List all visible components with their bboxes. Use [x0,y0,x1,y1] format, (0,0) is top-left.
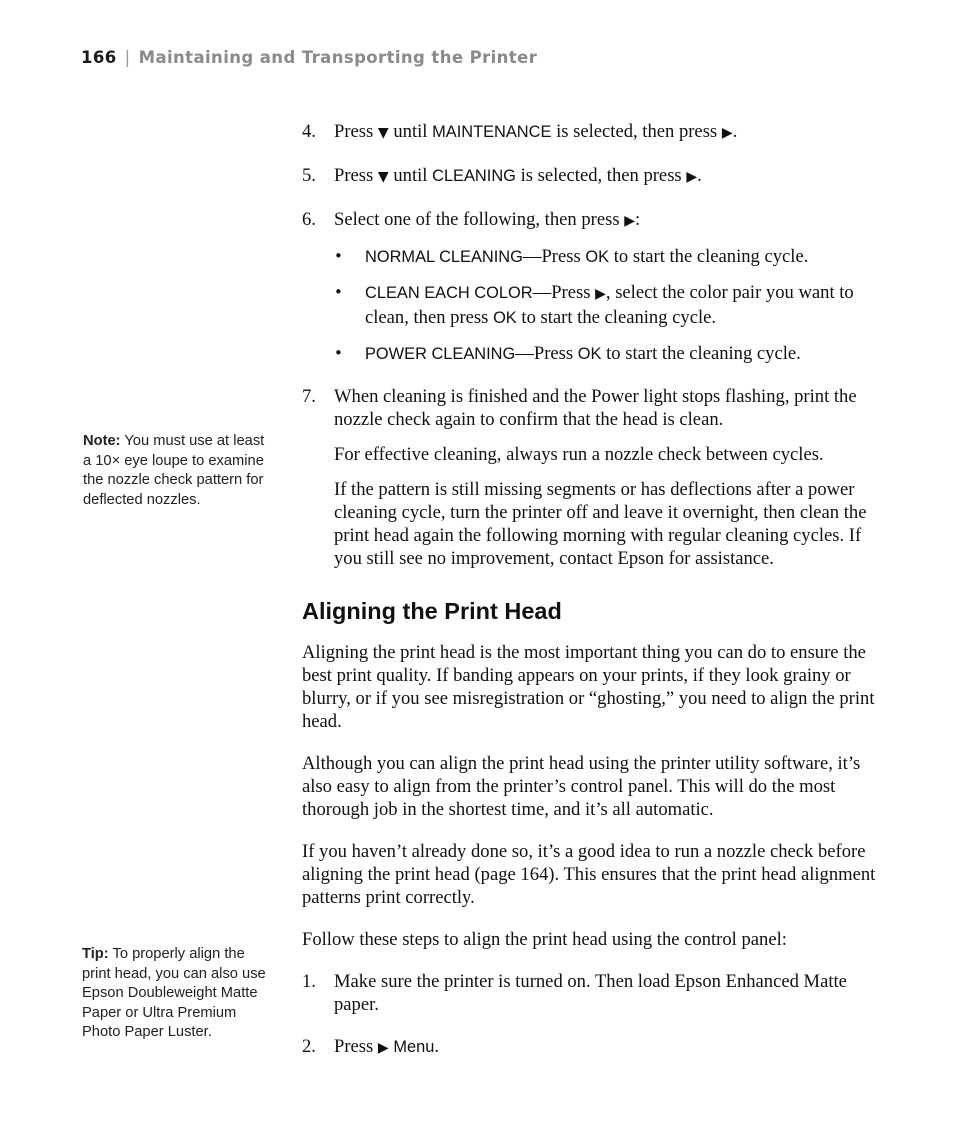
list-item-normal-cleaning [334,245,877,269]
align-step-1 [302,970,877,1016]
sidebar-tip [82,945,272,1043]
menu-key: Menu [393,1038,435,1056]
step-text: Press [334,121,374,142]
punctuation: : [635,209,641,230]
ok-key: OK [493,309,517,327]
ok-key: OK [577,345,602,363]
ok-key: OK [585,248,610,266]
step-text: is selected, then press [556,121,718,142]
step-text: Make sure the printer is turned on. Then load Epson Enhanced Matte paper. [334,971,847,1015]
option-text: , select the color pair you want to clean, then press [365,282,854,328]
running-header [81,48,537,67]
option-text: —Press [515,343,574,364]
right-arrow-icon: ▶ [721,125,733,141]
option-name: POWER CLEANING [365,345,516,363]
step-text: is selected, then press [520,165,682,186]
tip-label: Tip: [82,946,109,962]
down-arrow-icon: ▼ [377,125,389,141]
bullet-icon: • [334,344,343,362]
step-number: 2. [302,1036,316,1057]
header-separator: | [124,48,131,67]
step-text: until [393,165,428,186]
option-text: —Press [532,282,591,303]
step-7 [302,385,877,431]
option-name: CLEAN EACH COLOR [365,284,533,302]
step-text: until [393,121,428,142]
punctuation: . [434,1036,440,1057]
menu-item-cleaning: CLEANING [432,167,516,185]
body-paragraph: Aligning the print head is the most important thing you can do to ensure the best print quality. If banding appears on your prints, if they look grainy or blurry, or if you see misregistration or “ghosting,” you need to align the print head. [302,642,875,732]
body-paragraph: If you haven’t already done so, it’s a good idea to run a nozzle check before aligning the print head (page 164). This ensures that the print head alignment patterns print correctly. [302,841,876,908]
body-paragraph: Although you can align the print head using the printer utility software, it’s also easy to align from the printer’s control panel. This will do the most thorough job in the shortest time, and it’s all automatic. [302,753,861,820]
right-arrow-icon: ▶ [595,286,606,302]
punctuation: . [697,165,702,186]
option-name: NORMAL CLEANING [365,248,523,266]
option-text: —Press [522,246,581,267]
chapter-title: Maintaining and Transporting the Printer [138,48,538,67]
option-text: to start the cleaning cycle. [613,246,809,267]
bullet-icon: • [334,247,343,265]
punctuation: . [732,121,738,142]
step-number: 4. [302,121,316,142]
step-7-note: For effective cleaning, always run a nozzle check between cycles. [334,444,824,465]
step-number: 7. [302,386,316,407]
step-5 [302,164,877,189]
step-text: Press [334,1036,374,1057]
step-text: Select one of the following, then press [334,209,620,230]
cleaning-options-list [334,245,877,366]
align-step-2 [302,1035,877,1060]
page-number: 166 [81,48,117,67]
body-paragraph: Follow these steps to align the print head using the control panel: [302,929,787,950]
section-heading: Aligning the Print Head [302,598,562,624]
right-arrow-icon: ▶ [624,213,635,229]
menu-item-maintenance: MAINTENANCE [432,123,552,141]
note-label: Note: [83,433,121,449]
list-item-clean-each-color [334,281,877,330]
down-arrow-icon: ▼ [377,169,389,185]
option-text: to start the cleaning cycle. [521,307,717,328]
list-item-power-cleaning [334,342,877,366]
step-7-followup: If the pattern is still missing segments or has deflections after a power cleaning cycle, turn the printer off and leave it overnight, then clean the print head again the following morning with regular cleaning cycles. If you still see no improvement, contact Epson for assistance. [334,479,867,569]
step-text: Press [334,165,374,186]
sidebar-note [83,432,273,510]
note-text: You must use at least a 10× eye loupe to examine the nozzle check pattern for deflected nozzles. [83,433,265,508]
step-6 [302,208,877,233]
step-number: 5. [302,165,316,186]
main-column [302,120,877,1079]
bullet-icon: • [334,283,343,301]
step-text: When cleaning is finished and the Power light stops flashing, print the nozzle check again to confirm that the head is clean. [334,386,857,430]
right-arrow-icon: ▶ [377,1040,389,1056]
option-text: to start the cleaning cycle. [606,343,801,364]
tip-text: To properly align the print head, you can also use Epson Doubleweight Matte Paper or Ultra Premium Photo Paper Luster. [82,946,266,1041]
step-4 [302,120,877,145]
step-number: 6. [302,209,316,230]
step-number: 1. [302,971,316,992]
right-arrow-icon: ▶ [686,169,698,185]
